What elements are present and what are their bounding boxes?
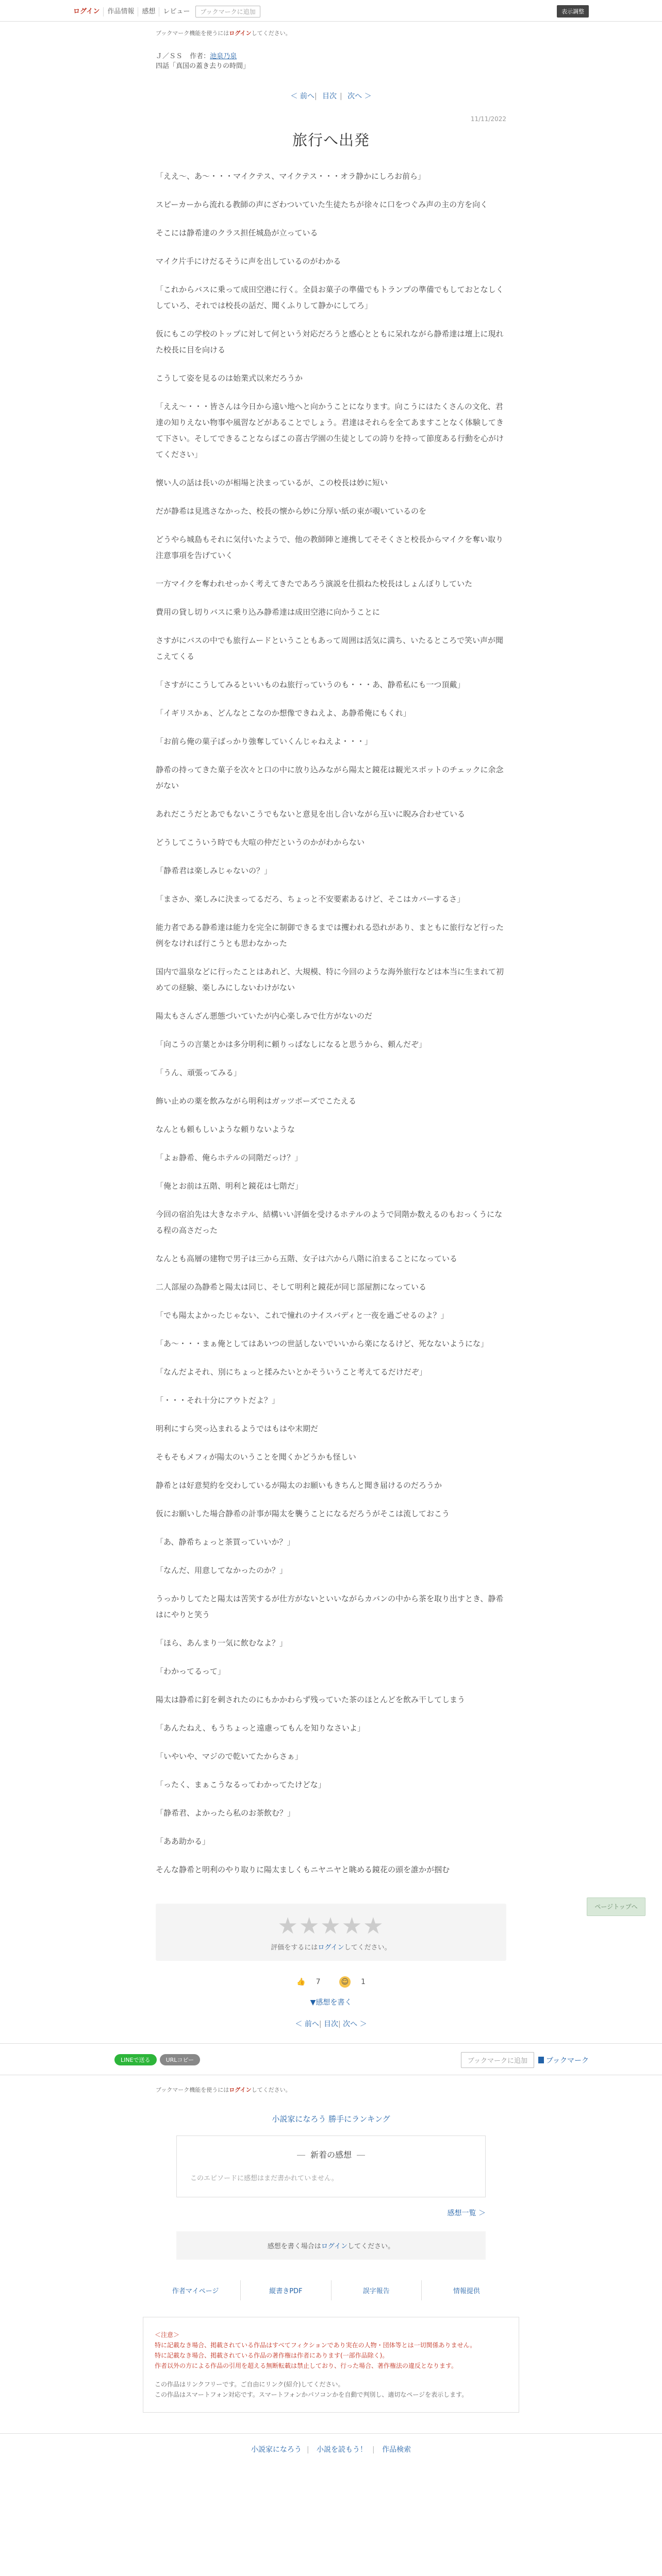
smile-icon: ☺ — [339, 1976, 351, 1988]
chapter-info: 四話「真国の蓋き去りの時間」 — [156, 62, 250, 70]
vertical-pdf-link[interactable]: 縦書きPDF — [240, 2280, 330, 2300]
paragraph: 「静希君は楽しみじゃないの？」 — [156, 866, 272, 875]
paragraph: 「・・・それ十分にアウトだよ？」 — [156, 1396, 280, 1405]
next-link[interactable]: 次へ ＞ — [347, 92, 372, 100]
paragraph: 「よぉ静希、俺らホテルの同階だっけ？」 — [156, 1153, 303, 1162]
header-nav — [73, 6, 260, 18]
ranking-link[interactable]: 小説家になろう 勝手にランキング — [272, 2114, 390, 2124]
paragraph: 「ええ〜・・・皆さんは今日から遠い地へと向かうことになります。向こうにはたくさんの文化、君達の知りえない物事や風習などがあることでしょう。君達はそれらを全てあますことなく体験してきて下さい。そしてできることならばこの喜古学園の生徒としての誇りを持って節度ある行動を心がけてください」 — [156, 402, 504, 459]
footer-links — [151, 2280, 511, 2300]
reviews-empty-text: このエピソードに感想はまだ書かれていません。 — [190, 2175, 338, 2182]
next-link-bottom[interactable]: 次へ ＞ — [343, 2020, 367, 2028]
footer-nav: 小説家になろう | 小説を読もう！ | 作品検索 — [0, 2433, 662, 2466]
info-provide-link[interactable]: 情報提供 — [421, 2280, 511, 2300]
paragraph: 陽太もさんざん悪態づいていたが内心楽しみで仕方がないのだ — [156, 1011, 373, 1021]
paragraph: 「いやいや、マジので乾いてたからさぁ」 — [156, 1752, 303, 1761]
paragraph: うっかりしてたと陽太は苦笑するが仕方がないといいながらカバンの中から茶を取り出すとき、静希はにやりと笑う — [156, 1594, 504, 1619]
paragraph: スピーカーから流れる教師の声にざわついていた生徒たちが徐々に口をつぐみ声の主の方を向く — [156, 200, 488, 209]
bookmark-login-note-bottom: ブックマーク機能を使うにはログインしてください。 — [156, 2087, 291, 2093]
paragraph: 「向こうの言葉とかは多分明利に頼りっぱなしになると思うから、頼んだぞ」 — [156, 1040, 427, 1049]
paragraph: 懐い人の話は長いのが相場と決まっているが、この校長は妙に短い — [156, 478, 388, 487]
publish-date: 11/11/2022 — [470, 115, 506, 123]
login-link[interactable]: ログイン — [73, 7, 104, 16]
url-copy-button[interactable]: URLコピー — [160, 2054, 200, 2065]
typo-report-link[interactable]: 誤字報告 — [331, 2280, 421, 2300]
paragraph: 一方マイクを奪われせっかく考えてきたであろう演説を仕損ねた校長はしょんぼりしていた — [156, 579, 473, 588]
footer-yomou-link[interactable]: 小説を読もう！ — [317, 2446, 367, 2454]
paragraph: 「なんだ、用意してなかったのか？」 — [156, 1566, 288, 1575]
paragraph: 「俺とお前は五階、明利と鏡花は七階だ」 — [156, 1181, 303, 1191]
bookmark-add-button-bottom[interactable]: ブックマークに追加 — [461, 2052, 534, 2068]
paragraph: だが静希は見逃さなかった、校長の懐から妙に分厚い紙の束が覗いているのを — [156, 506, 427, 516]
paragraph: どうやら城島もそれに気付いたようで、他の教師陣と連携してそそくさと校長からマイクを奪い取り注意事項を告げていく — [156, 535, 504, 560]
paragraph: 「さすがにこうしてみるといいものね旅行っていうのも・・・あ、静希私にも一つ頂戴」 — [156, 680, 465, 689]
line-share-button[interactable]: LINEで送る — [114, 2054, 157, 2065]
site-header — [0, 0, 662, 22]
prev-link[interactable]: ＜ 前へ — [290, 92, 315, 100]
paragraph: 「イギリスかぁ、どんなとこなのか想像できねえよ、あ静希俺にもくれ」 — [156, 708, 411, 718]
rating-note: 評価をするにはログインしてください。 — [271, 1944, 391, 1952]
review-login-link[interactable]: ログイン — [321, 2243, 348, 2250]
footer-narou-link[interactable]: 小説家になろう — [251, 2446, 302, 2454]
paragraph: さすがにバスの中でも旅行ムードということもあって周囲は活気に満ち、いたるところで笑い声が聞こえてくる — [156, 636, 503, 661]
smile-reaction[interactable]: ☺ 1 — [335, 1976, 370, 1988]
write-review-link[interactable]: ▼感想を書く — [310, 1998, 352, 2007]
thumbs-up-icon: 👍 — [296, 1978, 306, 1986]
author-mypage-link[interactable]: 作者マイページ — [172, 2287, 219, 2295]
paragraph: 費用の貸し切りバスに乗り込み静希達は成田空港に向かうことに — [156, 607, 380, 617]
main-content — [156, 29, 506, 1878]
paragraph: 「これからバスに乗って成田空港に行く。全員お菓子の準備でもトランプの準備でもしておとなしくしていろ、それでは校長の話だ、聞くふりして静かにしてろ」 — [156, 285, 504, 310]
bookmark-login-note: ブックマーク機能を使うにはログインしてください。 — [156, 30, 291, 37]
paragraph: 二人部屋の為静希と陽太は同じ、そして明利と鏡花が同じ部屋割になっている — [156, 1282, 427, 1292]
bookmark-link[interactable]: ブックマーク — [538, 2055, 589, 2065]
paragraph: 「静希君、よかったら私のお茶飲む？」 — [156, 1808, 295, 1818]
display-settings-button[interactable]: 表示調整 — [557, 5, 589, 18]
bookmark-login-link-bottom[interactable]: ログイン — [229, 2087, 252, 2093]
rating-box — [156, 1904, 506, 1961]
paragraph: 能力者である静希達は能力を完全に制御できるまでは攫われる恐れがあり、まともに旅行など行った例をなければ行こうとも思わなかった — [156, 923, 504, 948]
paragraph: そもそもメフィが陽太のいうことを聞くかどうかも怪しい — [156, 1452, 356, 1462]
paragraph: 国内で温泉などに行ったことはあれど、大規模、特に今回のような海外旅行などは本当に生まれて初めての経験、楽しみにしないわけがない — [156, 967, 504, 992]
reviews-title: ― 新着の感想 ― — [296, 2150, 365, 2160]
paragraph: なんとも頼もしいような頼りないような — [156, 1125, 295, 1134]
paragraph: 静希とは好意契約を交わしているが陽太のお願いもきちんと聞き届けるのだろうか — [156, 1481, 442, 1490]
rating-login-link[interactable]: ログイン — [318, 1944, 344, 1952]
paragraph: 「ったく、まぁこうなるってわかってたけどな」 — [156, 1780, 326, 1789]
paragraph: 「あ〜・・・まぁ俺としてはあいつの世話しないでいいから楽になるけど、死なないようにな」 — [156, 1339, 489, 1348]
review-box — [176, 2136, 486, 2197]
bookmark-icon — [538, 2057, 544, 2063]
paragraph: 明利にすら突っ込まれるようではもはや末期だ — [156, 1424, 319, 1433]
paragraph: 「なんだよそれ、別にちょっと揉みたいとかそういうこと考えてるだけだぞ」 — [156, 1367, 427, 1377]
paragraph: あれだこうだとあでもないこうでもないと意見を出し合いながら互いに睨み合わせている — [156, 809, 466, 819]
author-link[interactable]: 池泉乃泉 — [210, 53, 237, 60]
chapter-body — [156, 168, 506, 1878]
paragraph: 「お前ら俺の菓子ばっかり強奪していくんじゃねえよ・・・」 — [156, 737, 373, 746]
paragraph: 仮にもこの学校のトップに対して何という対応だろうと感心とともに呆れながら静希達は壇上に現れた校長に目を向ける — [156, 329, 504, 354]
series-label: Ｊ／ＳＳ — [156, 53, 183, 60]
paragraph: 「わかってるって」 — [156, 1667, 226, 1676]
paragraph: 仮にお願いした場合静希の計事が陽太を襲うことになるだろうがそこは流しておこう — [156, 1509, 450, 1518]
paragraph: 「まさか、楽しみに決まってるだろ、ちょっと不安要素あるけど、そこはカバーするさ」 — [156, 894, 465, 904]
share-bar — [0, 2043, 662, 2075]
paragraph: 今回の宿泊先は大きなホテル、結構いい評価を受けるホテルのようで同階か数えるのもおっくうになる程の高さだった — [156, 1210, 503, 1235]
paragraph: 「ええ〜、あ〜・・・マイクテス、マイクテス・・・オラ静かにしろお前ら」 — [156, 172, 426, 181]
reviews-more-link: 感想一覧 ＞ — [447, 2209, 486, 2217]
review-login-note: 感想を書く場合はログインしてください。 — [176, 2231, 486, 2260]
bottom-pager: ＜ 前へ| 目次| 次へ ＞ — [295, 2020, 367, 2028]
like-reaction[interactable]: 👍 7 — [296, 1978, 321, 1986]
paragraph: 「うん、頑張ってみる」 — [156, 1068, 241, 1077]
toc-link-bottom[interactable]: 目次 — [324, 2020, 338, 2028]
paragraph: 「ほら、あんまり一気に飲むなよ？」 — [156, 1638, 288, 1648]
footer-search-link[interactable]: 作品検索 — [382, 2446, 411, 2454]
paragraph: 「あんたねえ、もうちょっと遠慮ってもんを知りなさいよ」 — [156, 1723, 365, 1733]
top-pager: ＜ 前へ| 目次 | 次へ ＞ — [290, 92, 372, 100]
review-link[interactable]: レビュー — [163, 7, 190, 15]
paragraph: そんな静希と明利のやり取りに陽太ましくもニヤニヤと眺める鏡花の頭を誰かが掴む — [156, 1865, 450, 1874]
toc-link[interactable]: 目次 — [322, 92, 337, 100]
reactions — [0, 1976, 662, 1988]
author-label: 作者： — [190, 53, 210, 60]
paragraph: 陽太は静希に釘を刺されたのにもかかわらず残っていた茶のほとんどを飲み干してしまう — [156, 1695, 466, 1704]
paragraph: 「あ、静希ちょっと茶買っていいか？」 — [156, 1537, 295, 1547]
chapter-title: 旅行へ出発 — [292, 131, 370, 149]
paragraph: 「ああ助かる」 — [156, 1837, 210, 1846]
paragraph: こうして姿を見るのは始業式以来だろうか — [156, 374, 303, 383]
paragraph: 飾い止めの薬を飲みながら明利はガッツポーズでこたえる — [156, 1096, 356, 1106]
paragraph: マイク片手にけだるそうに声を出しているのがわかる — [156, 257, 341, 266]
bookmark-add-button[interactable]: ブックマークに追加 — [195, 6, 260, 18]
work-meta — [156, 52, 506, 71]
paragraph: 「でも陽太よかったじゃない、これで憧れのナイスバディと一夜を過ごせるのよ？」 — [156, 1311, 449, 1320]
paragraph: なんとも高層の建物で男子は三から五階、女子は六から八階に泊まることになっている — [156, 1254, 458, 1263]
prev-link-bottom[interactable]: ＜ 前へ — [295, 2020, 319, 2028]
star-rating[interactable]: ★★★★★ — [277, 1913, 385, 1939]
bookmark-login-link[interactable]: ログイン — [229, 30, 252, 37]
paragraph: そこには静希達のクラス担任城島が立っている — [156, 228, 318, 238]
paragraph: どうしてこういう時でも大喧の仲だというのかがわからない — [156, 838, 365, 847]
impressions-link[interactable]: 感想 — [138, 7, 159, 16]
page-top-button[interactable]: ページトップへ — [587, 1897, 646, 1916]
caution-box: ＜注意＞ 特に記載なき場合、掲載されている作品はすべてフィクションであり実在の人物・団体等とは一切関係ありません。 特に記載なき場合、掲載されている作品の著作権は作者にあります(一部作品除く)。 作者以外の方による作品の引用を超える無断転載は禁止しており、行った場合、著作権法の違反となります。 この作品はリンクフリーです。ご自由にリンク(紹介)してください。 この作品はスマートフォン対応です。スマートフォンかパソコンかを自動で判別し、適切なページを表示します。 — [143, 2317, 519, 2413]
paragraph: 静希の持ってきた菓子を次々と口の中に放り込みながら陽太と鏡花は観光スポットのチェックに余念がない — [156, 765, 504, 790]
work-info-link[interactable]: 作品情報 — [104, 7, 138, 16]
